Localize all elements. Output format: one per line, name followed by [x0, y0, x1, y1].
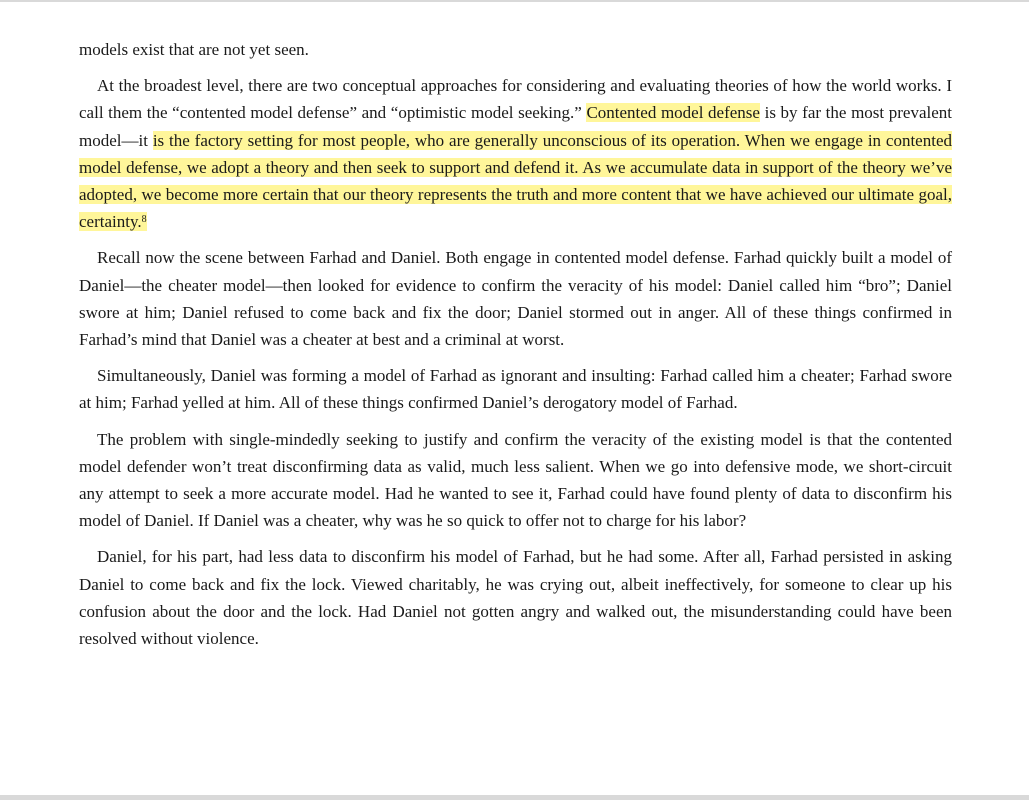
- footnote-ref-8[interactable]: 8: [141, 214, 147, 226]
- document-page: [79, 36, 952, 661]
- paragraph-4: The problem with single-mindedly seeking to justify and confirm the veracity of the existing model is that the contented model defender won’t treat disconfirming data as valid, much less salient. When we go into defensive mode, we short-circuit any attempt to seek a more accurate model. Had he wanted to see it, Farhad could have found plenty of data to disconfirm his model of Daniel. If Daniel was a cheater, why was he so quick to offer not to charge for his labor?: [79, 429, 952, 531]
- paragraph-2: Recall now the scene between Farhad and Daniel. Both engage in contented model defense. Farhad quickly built a model of Daniel—the cheater model—then looked for evidence to confirm the veracity of his model: Daniel called him “bro”; Daniel swore at him; Daniel refused to come back and fix the door; Daniel stormed out in anger. All of these things confirmed in Farhad’s mind that Daniel was a cheater at best and a criminal at worst.: [79, 248, 952, 350]
- paragraph-1: [79, 72, 952, 235]
- paragraph-1-text-a: At the broadest level, there are two conceptual approaches for considering and evaluating theories of how the world works. I call them the “contented model defense” and “optimistic model seeking.”: [79, 76, 952, 123]
- highlight-passage-text: is the factory setting for most people, who are generally unconscious of its operation. When we engage in contented model defense, we adopt a theory and then seek to support and defend it. As we accumulate data in support of the theory we’ve adopted, we become more certain that our theory represents the truth and more content that we have achieved our ultimate goal, certainty.: [79, 130, 952, 232]
- paragraph-1-text-c: is by far the most prevalent model—it: [79, 103, 952, 150]
- bottom-border: [0, 795, 1029, 800]
- paragraph-5: Daniel, for his part, had less data to disconfirm his model of Farhad, but he had some. After all, Farhad persisted in asking Daniel to come back and fix the lock. Viewed charitably, he was crying out, albeit ineffectively, for someone to clear up his confusion about the door and the lock. Had Daniel not gotten angry and walked out, the misunderstanding could have been resolved without violence.: [79, 547, 952, 649]
- paragraph-0: models exist that are not yet seen.: [79, 40, 309, 59]
- top-border: [0, 0, 1029, 2]
- paragraph-3: Simultaneously, Daniel was forming a model of Farhad as ignorant and insulting: Farhad called him a cheater; Farhad swore at him; Farhad yelled at him. All of these things confirmed Daniel’s derogatory model of Farhad.: [79, 366, 952, 413]
- highlight-passage[interactable]: [79, 131, 952, 232]
- highlight-term[interactable]: Contented model defense: [586, 103, 760, 123]
